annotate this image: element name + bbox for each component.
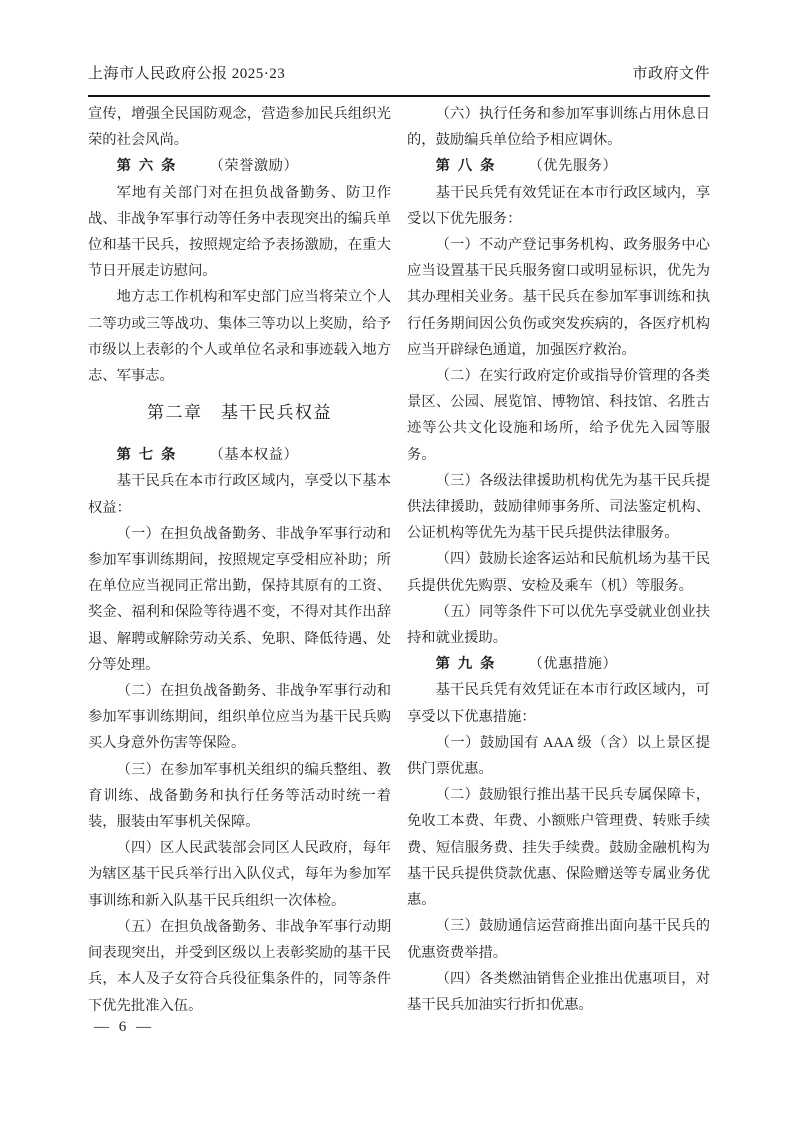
article-heading — [88, 153, 391, 179]
article-title: （基本权益） — [209, 447, 299, 464]
paragraph: （二）鼓励银行推出基干民兵专属保障卡，免收工本费、年费、小额账户管理费、转账手续费、短信服务费、挂失手续费。鼓励金融机构为基干民兵提供贷款优惠、保险赠送等专属业务优惠。 — [407, 787, 710, 909]
paragraph: （三）在参加军事机关组织的编兵整组、教育训练、战备勤务和执行任务等活动时统一着装，服装由军事机关保障。 — [88, 761, 391, 831]
paragraph: （五）在担负战备勤务、非战争军事行动期间表现突出，并受到区级以上表彰奖励的基干民兵，本人及子女符合兵役征集条件的，同等条件下优先批准入伍。 — [88, 918, 391, 1014]
article-heading — [407, 153, 710, 179]
article-heading — [407, 651, 710, 677]
paragraph: 基干民兵在本市行政区域内，享受以下基本权益： — [88, 473, 391, 516]
running-header — [88, 62, 710, 83]
article-title: （优惠措施） — [528, 656, 618, 673]
article-heading — [88, 442, 391, 468]
paragraph: （二）在实行政府定价或指导价管理的各类景区、公园、展览馆、博物馆、科技馆、名胜古迹等公共文化设施和场所，给予优先入园等服务。 — [407, 368, 710, 463]
paragraph: 基干民兵凭有效凭证在本市行政区域内，可享受以下优惠措施： — [407, 682, 710, 725]
paragraph: （一）鼓励国有 AAA 级（含）以上景区提供门票优惠。 — [407, 734, 710, 778]
paragraph: （四）区人民武装部会同区人民政府，每年为辖区基干民兵举行出入队仪式，每年为参加军事训练和新入队基干民兵组织一次体检。 — [88, 840, 391, 909]
article-title: （荣誉激励） — [209, 158, 299, 175]
article-number: 第七条 — [116, 447, 184, 464]
paragraph: （四）各类燃油销售企业推出优惠项目，对基干民兵加油实行折扣优惠。 — [407, 970, 710, 1013]
chapter-heading: 第二章 基干民兵权益 — [147, 403, 332, 423]
paragraph: （三）鼓励通信运营商推出面向基干民兵的优惠资费举措。 — [407, 918, 710, 961]
paragraph: （三）各级法律援助机构优先为基干民兵提供法律援助，鼓励律师事务所、司法鉴定机构、公证机构等优先为基干民兵提供法律服务。 — [407, 472, 710, 542]
paragraph: （一）在担负战备勤务、非战争军事行动和参加军事训练期间，按照规定享受相应补助；所在单位应当视同正常出勤，保持其原有的工资、奖金、福利和保险等待遇不变，不得对其作出辞退、解聘或解除劳动关系、免职、降低待遇、处分等处理。 — [88, 525, 391, 673]
paragraph: （一）不动产登记事务机构、政务服务中心应当设置基干民兵服务窗口或明显标识，优先为其办理相关业务。基干民兵在参加军事训练和执行任务期间因公负伤或突发疾病的，各医疗机构应当开辟绿色通道，加强医疗救治。 — [407, 237, 710, 358]
paragraph: 地方志工作机构和军史部门应当将荣立个人二等功或三等战功、集体三等功以上奖励，给予市级以上表彰的个人或单位名录和事迹载入地方志、军事志。 — [88, 289, 391, 385]
header-divider — [88, 95, 710, 97]
article-title: （优先服务） — [528, 158, 618, 175]
paragraph: （五）同等条件下可以优先享受就业创业扶持和就业援助。 — [407, 603, 710, 647]
paragraph: （二）在担负战备勤务、非战争军事行动和参加军事训练期间，组织单位应当为基干民兵购买人身意外伤害等保险。 — [88, 683, 391, 752]
article-number: 第八条 — [435, 158, 503, 175]
left-column — [88, 101, 391, 1019]
article-number: 第九条 — [435, 656, 503, 673]
document-category: 市政府文件 — [632, 66, 710, 82]
article-number: 第六条 — [116, 158, 184, 175]
gazette-title: 上海市人民政府公报 2025·23 — [88, 66, 286, 82]
paragraph: （六）执行任务和参加军事训练占用休息日的，鼓励编兵单位给予相应调休。 — [407, 106, 710, 149]
paragraph: 军地有关部门对在担负战备勤务、防卫作战、非战争军事行动等任务中表现突出的编兵单位和基干民兵，按照规定给予表扬激励，在重大节日开展走访慰问。 — [88, 184, 391, 280]
right-column — [407, 101, 710, 1019]
paragraph: （四）鼓励长途客运站和民航机场为基干民兵提供优先购票、安检及乘车（机）等服务。 — [407, 551, 710, 594]
paragraph: 基干民兵凭有效凭证在本市行政区域内，享受以下优先服务： — [407, 184, 710, 227]
page-number: — 6 — — [94, 1019, 154, 1035]
document-body — [88, 101, 710, 1019]
paragraph: 宣传，增强全民国防观念，营造参加民兵组织光荣的社会风尚。 — [88, 106, 391, 149]
